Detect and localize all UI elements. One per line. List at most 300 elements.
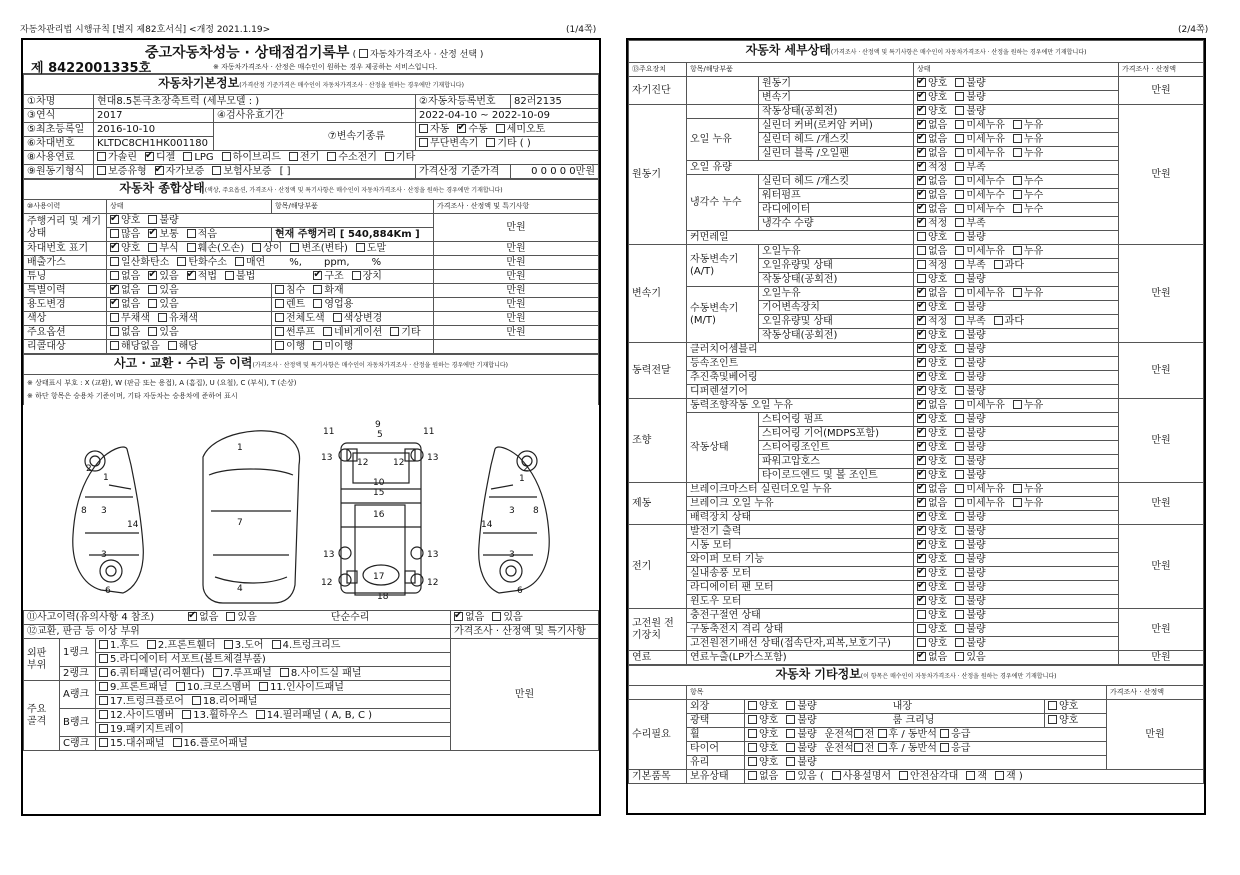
status-option-label: 미세누수 (966, 204, 1005, 215)
status-checkbox[interactable] (1013, 120, 1022, 129)
status-checkbox[interactable] (917, 134, 926, 143)
status-checkbox[interactable] (955, 176, 964, 185)
options-sunroof-checkbox[interactable] (275, 327, 284, 336)
svg-text:8: 8 (533, 506, 539, 516)
warranty-self-checkbox[interactable] (155, 166, 164, 175)
emission-co-checkbox[interactable] (110, 257, 119, 266)
special-flood-checkbox[interactable] (275, 285, 284, 294)
fuel-hydrogen-label: 수소전기 (338, 152, 377, 163)
detail-status-options (914, 273, 1119, 287)
status-option-label: 불량 (966, 442, 986, 453)
status-checkbox[interactable] (955, 78, 964, 87)
status-checkbox[interactable] (917, 204, 926, 213)
price-select-checkbox[interactable] (359, 49, 368, 58)
roof-panel-checkbox[interactable] (213, 668, 222, 677)
odo-few-checkbox[interactable] (187, 229, 196, 238)
detail-item-label: 와이퍼 모터 기능 (687, 553, 914, 567)
fuel-options (94, 151, 599, 165)
status-checkbox[interactable] (917, 484, 926, 493)
status-checkbox[interactable] (917, 288, 926, 297)
cross-member-checkbox[interactable] (176, 682, 185, 691)
trunk-floor-label: 17.트렁크플로어 (110, 696, 184, 707)
status-checkbox[interactable] (955, 512, 964, 521)
status-checkbox[interactable] (917, 176, 926, 185)
glass-good-checkbox[interactable] (748, 757, 757, 766)
detail-price: 만원 (1119, 77, 1204, 105)
package-tray-label: 19.패키지트레이 (110, 724, 184, 735)
detail-status-options (914, 133, 1119, 147)
gloss-bad-checkbox[interactable] (786, 715, 795, 724)
trans-auto-checkbox[interactable] (419, 124, 428, 133)
special-fire-checkbox[interactable] (313, 285, 322, 294)
status-option-label: 양호 (928, 302, 948, 313)
status-checkbox[interactable] (955, 554, 964, 563)
status-checkbox[interactable] (955, 134, 964, 143)
fuel-hybrid-checkbox[interactable] (222, 152, 231, 161)
simple-yes-checkbox[interactable] (492, 612, 501, 621)
detail-status-options (914, 455, 1119, 469)
wheel-emergency-checkbox[interactable] (940, 729, 949, 738)
interior-good-checkbox[interactable] (1048, 701, 1057, 710)
status-checkbox[interactable] (955, 442, 964, 451)
status-checkbox[interactable] (917, 470, 926, 479)
rankA-items-row1 (96, 681, 451, 695)
status-checkbox[interactable] (917, 442, 926, 451)
status-checkbox[interactable] (955, 246, 964, 255)
status-checkbox[interactable] (955, 92, 964, 101)
color-achromatic-checkbox[interactable] (110, 313, 119, 322)
rear-panel-checkbox[interactable] (192, 696, 201, 705)
tuning-legal-checkbox[interactable] (187, 271, 196, 280)
usage-business-checkbox[interactable] (313, 299, 322, 308)
status-checkbox[interactable] (955, 582, 964, 591)
tire-front-checkbox[interactable] (854, 743, 863, 752)
status-option-label: 부족 (966, 260, 986, 271)
vin-mark-label: 차대번호 표기 (24, 242, 107, 256)
status-checkbox[interactable] (917, 372, 926, 381)
pillar-panel-checkbox[interactable] (256, 710, 265, 719)
status-checkbox[interactable] (917, 400, 926, 409)
status-option-label: 불량 (966, 582, 986, 593)
tire-emergency-label: 응급 (951, 743, 971, 754)
status-checkbox[interactable] (917, 274, 926, 283)
vinmark-damage-checkbox[interactable] (187, 243, 196, 252)
main-options-label: 주요옵션 (24, 326, 107, 340)
fuel-other-checkbox[interactable] (385, 152, 394, 161)
status-checkbox[interactable] (917, 218, 926, 227)
status-checkbox[interactable] (917, 316, 926, 325)
fuel-diesel-checkbox[interactable] (145, 152, 154, 161)
gloss-good-checkbox[interactable] (748, 715, 757, 724)
status-checkbox[interactable] (955, 470, 964, 479)
status-checkbox[interactable] (955, 358, 964, 367)
exterior-bad-checkbox[interactable] (786, 701, 795, 710)
gloss-bad-label: 불량 (797, 715, 817, 726)
vinmark-good-checkbox[interactable] (110, 243, 119, 252)
floor-panel-checkbox[interactable] (173, 738, 182, 747)
emission-hc-checkbox[interactable] (177, 257, 186, 266)
recall-yes-checkbox[interactable] (168, 341, 177, 350)
status-checkbox[interactable] (955, 624, 964, 633)
status-checkbox[interactable] (917, 652, 926, 661)
emission-options (107, 256, 434, 270)
exterior-good-checkbox[interactable] (748, 701, 757, 710)
detail-subgroup-label: 자동변속기 (A/T) (687, 245, 759, 287)
other-info-table (628, 665, 1204, 784)
status-checkbox[interactable] (917, 120, 926, 129)
status-checkbox[interactable] (955, 302, 964, 311)
status-option-label: 양호 (928, 512, 948, 523)
status-checkbox[interactable] (955, 484, 964, 493)
status-checkbox[interactable] (1013, 176, 1022, 185)
special-yes-checkbox[interactable] (148, 285, 157, 294)
hood-checkbox[interactable] (99, 640, 108, 649)
door-checkbox[interactable] (224, 640, 233, 649)
fuel-lpg-checkbox[interactable] (183, 152, 192, 161)
options-navi-checkbox[interactable] (323, 327, 332, 336)
status-checkbox[interactable] (955, 610, 964, 619)
wheel-house-label: 13.휠하우스 (193, 710, 248, 721)
recall-done-checkbox[interactable] (275, 341, 284, 350)
wheel-rear-label: 후 / 동반석 (888, 729, 937, 740)
status-checkbox[interactable] (917, 428, 926, 437)
basic-jack-checkbox[interactable] (966, 771, 975, 780)
reg-no-value: 82러2135 (511, 95, 599, 109)
svg-text:12: 12 (393, 458, 405, 468)
warranty-type-checkbox[interactable] (97, 166, 106, 175)
trans-semi-checkbox[interactable] (496, 124, 505, 133)
status-checkbox[interactable] (955, 190, 964, 199)
status-checkbox[interactable] (917, 358, 926, 367)
detail-row (629, 581, 1204, 595)
status-checkbox[interactable] (917, 232, 926, 241)
status-checkbox[interactable] (955, 232, 964, 241)
status-checkbox[interactable] (994, 316, 1003, 325)
detail-status-options (914, 301, 1119, 315)
rankB-label: B랭크 (60, 709, 96, 737)
trans-other-label: 기타 ( ) (497, 138, 531, 149)
status-checkbox[interactable] (917, 512, 926, 521)
status-checkbox[interactable] (955, 596, 964, 605)
status-option-label: 없음 (928, 134, 948, 145)
usage-none-checkbox[interactable] (110, 299, 119, 308)
status-checkbox[interactable] (1013, 246, 1022, 255)
wheel-house-checkbox[interactable] (182, 710, 191, 719)
wheel-bad-checkbox[interactable] (786, 729, 795, 738)
side-member-checkbox[interactable] (99, 710, 108, 719)
options-none-checkbox[interactable] (110, 327, 119, 336)
front-panel-checkbox[interactable] (99, 682, 108, 691)
recall-none-checkbox[interactable] (110, 341, 119, 350)
package-tray-checkbox[interactable] (99, 724, 108, 733)
tire-emergency-checkbox[interactable] (940, 743, 949, 752)
col-status: 상태 (107, 200, 272, 214)
color-full-paint-label: 전체도색 (286, 313, 325, 324)
status-checkbox[interactable] (955, 526, 964, 535)
status-option-label: 미세누유 (966, 134, 1005, 145)
status-checkbox[interactable] (917, 540, 926, 549)
vinmark-rust-checkbox[interactable] (148, 243, 157, 252)
status-checkbox[interactable] (1013, 190, 1022, 199)
status-checkbox[interactable] (955, 162, 964, 171)
basic-triangle-checkbox[interactable] (899, 771, 908, 780)
status-checkbox[interactable] (1013, 288, 1022, 297)
svg-text:13: 13 (427, 550, 439, 560)
status-checkbox[interactable] (955, 414, 964, 423)
basic-yes-checkbox[interactable] (786, 771, 795, 780)
color-detail (272, 312, 434, 326)
special-history-label: 특별이력 (24, 284, 107, 298)
room-clean-good-checkbox[interactable] (1048, 715, 1057, 724)
color-full-paint-checkbox[interactable] (275, 313, 284, 322)
wheel-good-checkbox[interactable] (748, 729, 757, 738)
wheel-rear-checkbox[interactable] (878, 729, 887, 738)
recall-detail (272, 340, 434, 354)
odo-bad-checkbox[interactable] (148, 215, 157, 224)
status-checkbox[interactable] (917, 92, 926, 101)
status-checkbox[interactable] (955, 288, 964, 297)
device-group-label: 전기 (629, 525, 687, 609)
front-fender-checkbox[interactable] (147, 640, 156, 649)
status-checkbox[interactable] (917, 610, 926, 619)
other-col-price: 가격조사 · 산정액 (1107, 686, 1204, 700)
status-checkbox[interactable] (955, 568, 964, 577)
car-name-label: ①차명 (24, 95, 94, 109)
exterior-label: 외장 (687, 700, 745, 714)
status-checkbox[interactable] (955, 386, 964, 395)
status-checkbox[interactable] (1013, 148, 1022, 157)
status-checkbox[interactable] (917, 554, 926, 563)
detail-status-options (914, 343, 1119, 357)
color-achromatic-label: 무채색 (121, 313, 150, 324)
main-options-detail (272, 326, 434, 340)
detail-row (629, 385, 1204, 399)
status-checkbox[interactable] (917, 260, 926, 269)
detail-part-label: 오일유량및 상태 (759, 315, 914, 329)
dash-panel-checkbox[interactable] (99, 738, 108, 747)
status-checkbox[interactable] (955, 638, 964, 647)
tire-bad-checkbox[interactable] (786, 743, 795, 752)
tuning-none-label: 없음 (121, 271, 141, 282)
vinmark-altered-checkbox[interactable] (290, 243, 299, 252)
options-other-checkbox[interactable] (390, 327, 399, 336)
tire-options (745, 742, 1107, 756)
glass-good-label: 양호 (759, 757, 779, 768)
fuel-electric-checkbox[interactable] (289, 152, 298, 161)
status-option-label: 양호 (928, 582, 948, 593)
status-checkbox[interactable] (1013, 204, 1022, 213)
odo-many-checkbox[interactable] (110, 229, 119, 238)
detail-item-label: 커먼레일 (687, 231, 914, 245)
inspection-sheet-page1 (21, 38, 601, 816)
status-checkbox[interactable] (955, 400, 964, 409)
status-checkbox[interactable] (955, 330, 964, 339)
color-change-checkbox[interactable] (333, 313, 342, 322)
status-checkbox[interactable] (955, 456, 964, 465)
detail-row (629, 161, 1204, 175)
vinmark-painted-label: 도말 (366, 243, 387, 254)
tire-bad-label: 불량 (797, 743, 817, 754)
detail-row (629, 623, 1204, 637)
detail-price: 만원 (1119, 245, 1204, 343)
status-checkbox[interactable] (955, 316, 964, 325)
status-option-label: 불량 (966, 554, 986, 565)
status-checkbox[interactable] (955, 540, 964, 549)
status-checkbox[interactable] (917, 568, 926, 577)
basic-manual-checkbox[interactable] (832, 771, 841, 780)
tuning-illegal-checkbox[interactable] (225, 271, 234, 280)
usage-yes-checkbox[interactable] (148, 299, 157, 308)
status-checkbox[interactable] (955, 148, 964, 157)
status-option-label: 불량 (966, 92, 986, 103)
simple-none-checkbox[interactable] (454, 612, 463, 621)
tuning-structure-checkbox[interactable] (313, 271, 322, 280)
status-checkbox[interactable] (917, 78, 926, 87)
status-checkbox[interactable] (917, 106, 926, 115)
status-checkbox[interactable] (917, 414, 926, 423)
special-fire-label: 화재 (324, 285, 344, 296)
status-checkbox[interactable] (917, 624, 926, 633)
basic-none-checkbox[interactable] (748, 771, 757, 780)
detail-row (629, 511, 1204, 525)
detail-status-options (914, 385, 1119, 399)
status-option-label: 불량 (966, 624, 986, 635)
accident-yes-checkbox[interactable] (226, 612, 235, 621)
status-option-label: 없음 (928, 176, 948, 187)
status-checkbox[interactable] (955, 498, 964, 507)
status-checkbox[interactable] (917, 582, 926, 591)
detail-status-options (914, 329, 1119, 343)
status-checkbox[interactable] (955, 428, 964, 437)
status-checkbox[interactable] (917, 638, 926, 647)
svg-text:1: 1 (237, 443, 243, 453)
front-panel-label: 9.프론트패널 (110, 682, 168, 693)
status-checkbox[interactable] (917, 330, 926, 339)
trans-other-checkbox[interactable] (486, 138, 495, 147)
status-checkbox[interactable] (917, 386, 926, 395)
status-checkbox[interactable] (994, 260, 1003, 269)
status-checkbox[interactable] (917, 190, 926, 199)
emission-unit-percent: %, (289, 257, 302, 268)
other-col-empty (629, 686, 687, 700)
trans-cvt-checkbox[interactable] (419, 138, 428, 147)
status-checkbox[interactable] (917, 162, 926, 171)
form-title: 중고자동차성능 · 상태점검기록부 (145, 45, 350, 61)
status-checkbox[interactable] (1013, 484, 1022, 493)
fuel-gasoline-checkbox[interactable] (97, 152, 106, 161)
odo-normal-checkbox[interactable] (148, 229, 157, 238)
special-none-checkbox[interactable] (110, 285, 119, 294)
detail-status-options (914, 315, 1119, 329)
svg-text:1: 1 (519, 474, 525, 484)
warranty-insurer-checkbox[interactable] (212, 166, 221, 175)
color-chromatic-checkbox[interactable] (158, 313, 167, 322)
tuning-device-checkbox[interactable] (352, 271, 361, 280)
trunk-lid-checkbox[interactable] (272, 640, 281, 649)
status-checkbox[interactable] (955, 344, 964, 353)
status-option-label: 미세누유 (966, 498, 1005, 509)
trans-manual-checkbox[interactable] (457, 124, 466, 133)
status-checkbox[interactable] (955, 120, 964, 129)
odo-good-checkbox[interactable] (110, 215, 119, 224)
odo-normal-label: 보통 (159, 229, 179, 240)
status-checkbox[interactable] (917, 302, 926, 311)
detail-part-label: 라디에이터 (759, 203, 914, 217)
status-checkbox[interactable] (917, 246, 926, 255)
glass-label: 유리 (687, 756, 745, 770)
emission-smoke-checkbox[interactable] (235, 257, 244, 266)
status-option-label: 누수 (1023, 190, 1044, 201)
status-checkbox[interactable] (955, 204, 964, 213)
status-checkbox[interactable] (917, 456, 926, 465)
tire-rear-checkbox[interactable] (878, 743, 887, 752)
side-sill-checkbox[interactable] (280, 668, 289, 677)
status-checkbox[interactable] (955, 274, 964, 283)
radiator-support-checkbox[interactable] (99, 654, 108, 663)
status-checkbox[interactable] (917, 498, 926, 507)
status-checkbox[interactable] (955, 218, 964, 227)
wheel-bad-label: 불량 (797, 729, 817, 740)
detail-status-options (914, 203, 1119, 217)
glass-bad-checkbox[interactable] (786, 757, 795, 766)
special-history-detail (272, 284, 434, 298)
status-checkbox[interactable] (917, 148, 926, 157)
status-checkbox[interactable] (1013, 134, 1022, 143)
vinmark-diff-checkbox[interactable] (252, 243, 261, 252)
quarter-panel-checkbox[interactable] (99, 668, 108, 677)
detail-status-options (914, 623, 1119, 637)
detail-subgroup-label (687, 77, 759, 105)
detail-part-label: 냉각수 수량 (759, 217, 914, 231)
fuel-hydrogen-checkbox[interactable] (327, 152, 336, 161)
status-checkbox[interactable] (955, 106, 964, 115)
recall-notdone-checkbox[interactable] (313, 341, 322, 350)
status-option-label: 없음 (928, 190, 948, 201)
quarter-panel-label: 6.쿼터패널(리어휀다) (110, 668, 205, 679)
vinmark-painted-checkbox[interactable] (356, 243, 365, 252)
status-option-label: 누유 (1023, 288, 1044, 299)
options-yes-checkbox[interactable] (148, 327, 157, 336)
tuning-yes-checkbox[interactable] (148, 271, 157, 280)
status-checkbox[interactable] (955, 372, 964, 381)
status-checkbox[interactable] (917, 344, 926, 353)
wheel-emergency-label: 응급 (951, 729, 971, 740)
detail-price: 만원 (1119, 399, 1204, 483)
trunk-floor-checkbox[interactable] (99, 696, 108, 705)
accident-none-checkbox[interactable] (188, 612, 197, 621)
main-options-choice (107, 326, 272, 340)
svg-text:11: 11 (323, 427, 335, 437)
status-checkbox[interactable] (1013, 400, 1022, 409)
usage-rent-checkbox[interactable] (275, 299, 284, 308)
status-checkbox[interactable] (917, 526, 926, 535)
status-checkbox[interactable] (955, 652, 964, 661)
basic-manual-label: 사용설명서 (842, 771, 892, 782)
status-option-label: 양호 (928, 344, 948, 355)
tire-good-checkbox[interactable] (748, 743, 757, 752)
basic-jack2-checkbox[interactable] (995, 771, 1004, 780)
status-checkbox[interactable] (917, 596, 926, 605)
wheel-front-checkbox[interactable] (854, 729, 863, 738)
inside-panel-checkbox[interactable] (259, 682, 268, 691)
status-checkbox[interactable] (1013, 498, 1022, 507)
color-price: 만원 (434, 312, 599, 326)
tuning-none-checkbox[interactable] (110, 271, 119, 280)
detail-row (629, 553, 1204, 567)
tuning-illegal-label: 불법 (235, 271, 256, 282)
status-checkbox[interactable] (955, 260, 964, 269)
status-option-label: 양호 (928, 442, 948, 453)
